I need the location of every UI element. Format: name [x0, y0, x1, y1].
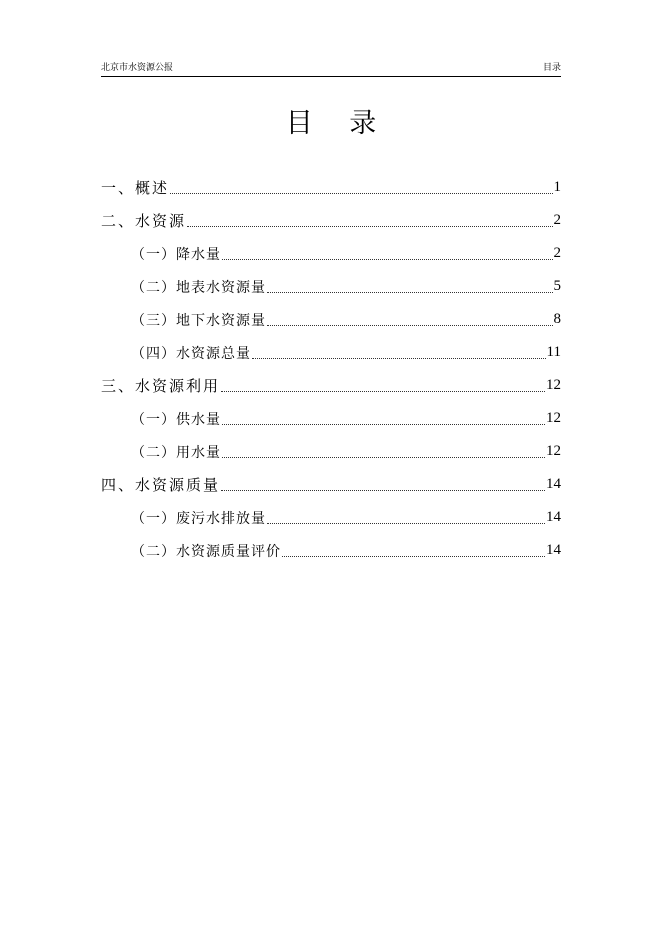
toc-dot-leader: [170, 193, 552, 194]
toc-entry-label: 四、水资源质量: [101, 476, 221, 494]
toc-entry-label: （四）水资源总量: [131, 345, 251, 362]
toc-entry-label: （三）地下水资源量: [131, 312, 266, 329]
toc-dot-leader: [267, 523, 545, 524]
toc-entry-water-consumption[interactable]: [101, 435, 561, 468]
toc-entry-precipitation[interactable]: [101, 237, 561, 270]
toc-entry-label: （一）废污水排放量: [131, 510, 266, 527]
header-divider: [101, 76, 561, 77]
toc-entry-label: （二）水资源质量评价: [131, 543, 281, 560]
toc-entry-groundwater[interactable]: [101, 303, 561, 336]
toc-entry-water-resources[interactable]: [101, 204, 561, 237]
toc-entry-label: （二）用水量: [131, 444, 221, 461]
toc-entry-label: 一、概述: [101, 179, 170, 197]
toc-entry-label: （一）供水量: [131, 411, 221, 428]
toc-dot-leader: [222, 259, 553, 260]
toc-entry-label: 三、水资源利用: [101, 377, 221, 395]
page-title: 目 录: [285, 108, 391, 139]
table-of-contents: [101, 171, 561, 567]
toc-entry-overview[interactable]: [101, 171, 561, 204]
toc-entry-water-use[interactable]: [101, 369, 561, 402]
toc-page-number: 12: [546, 377, 561, 393]
toc-entry-label: （一）降水量: [131, 246, 221, 263]
toc-page-number: 12: [546, 443, 561, 459]
toc-entry-water-quality[interactable]: [101, 468, 561, 501]
toc-dot-leader: [282, 556, 545, 557]
toc-page-number: 5: [553, 278, 561, 294]
toc-page-number: 14: [546, 509, 561, 525]
running-header: [101, 60, 561, 76]
toc-dot-leader: [221, 391, 545, 392]
toc-entry-total-water-resources[interactable]: [101, 336, 561, 369]
toc-entry-label: 二、水资源: [101, 212, 187, 230]
toc-page-number: 14: [546, 476, 561, 492]
toc-page-number: 12: [546, 410, 561, 426]
toc-dot-leader: [252, 358, 546, 359]
toc-entry-water-supply[interactable]: [101, 402, 561, 435]
toc-page-number: 1: [553, 179, 561, 195]
toc-dot-leader: [267, 292, 553, 293]
toc-dot-leader: [222, 457, 545, 458]
toc-entry-wastewater-discharge[interactable]: [101, 501, 561, 534]
toc-page-number: 2: [553, 212, 561, 228]
toc-entry-quality-assessment[interactable]: [101, 534, 561, 567]
header-section-title: 目录: [542, 63, 561, 73]
toc-dot-leader: [222, 424, 545, 425]
toc-dot-leader: [221, 490, 545, 491]
toc-page-number: 8: [553, 311, 561, 327]
header-publication-title: 北京市水资源公报: [101, 63, 174, 73]
toc-entry-surface-water[interactable]: [101, 270, 561, 303]
toc-entry-label: （二）地表水资源量: [131, 279, 266, 296]
toc-page-number: 2: [553, 245, 561, 261]
toc-dot-leader: [187, 226, 552, 227]
toc-dot-leader: [267, 325, 553, 326]
toc-page-number: 14: [546, 542, 561, 558]
toc-page-number: 11: [546, 344, 561, 360]
